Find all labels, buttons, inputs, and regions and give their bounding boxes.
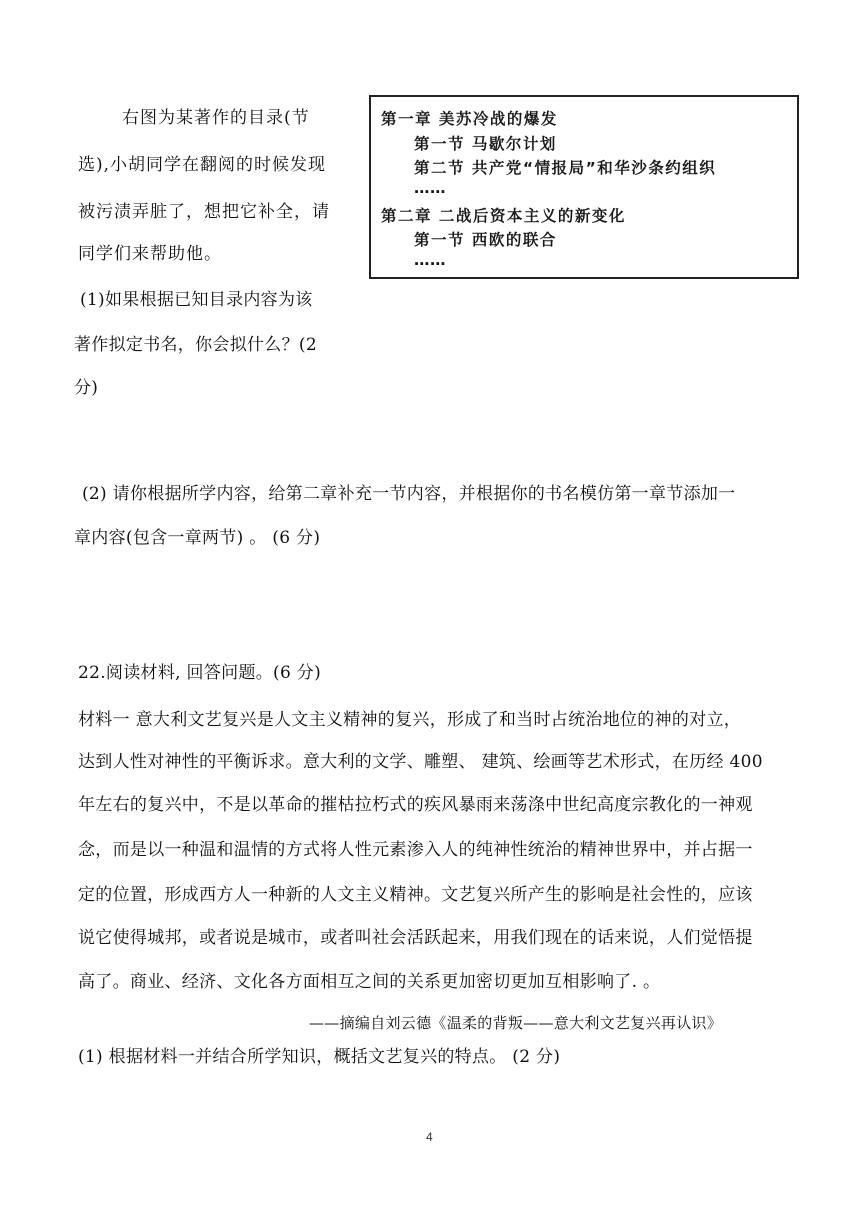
- material-source: ——摘编自刘云德《温柔的背叛——意大利文艺复兴再认识》: [309, 1014, 723, 1032]
- toc-chapter-2: 第二章 二战后资本主义的新变化: [381, 207, 626, 225]
- q2-line-2: 章内容(包含一章两节) 。 (6 分): [74, 528, 321, 548]
- material-line-4: 念，而是以一种温和温情的方式将人性元素渗入人的纯神性统治的精神世界中，并占据一: [78, 840, 753, 860]
- toc-section-1-1: 第一节 马歇尔计划: [414, 135, 557, 153]
- material-line-5: 定的位置，形成西方人一种新的人文主义精神。文艺复兴所产生的影响是社会性的，应该: [78, 885, 753, 905]
- toc-section-1-2: 第二节 共产党“情报局”和华沙条约组织: [414, 159, 717, 177]
- q1-line-3: 分): [74, 378, 99, 398]
- q22-title: 22.阅读材料, 回答问题。(6 分): [78, 663, 322, 683]
- q2-line-1: (2) 请你根据所学内容，给第二章补充一节内容，并根据你的书名模仿第一章节添加一: [82, 484, 736, 504]
- q1-line-2: 著作拟定书名，你会拟什么？(2: [74, 335, 317, 355]
- toc-chapter-1: 第一章 美苏冷战的爆发: [381, 110, 558, 128]
- q22-sub-question-1: (1) 根据材料一并结合所学知识，概括文艺复兴的特点。 (2 分): [78, 1047, 561, 1067]
- material-line-6: 说它使得城邦，或者说是城市，或者叫社会活跃起来，用我们现在的话来说，人们觉悟提: [78, 928, 753, 948]
- intro-line-4: 同学们来帮助他。: [78, 244, 222, 264]
- toc-section-2-1: 第一节 西欧的联合: [414, 231, 557, 249]
- intro-line-1: 右图为某著作的目录(节: [122, 108, 310, 128]
- toc-ellipsis-1: ……: [414, 179, 446, 197]
- intro-line-2: 选),小胡同学在翻阅的时候发现: [78, 155, 327, 175]
- toc-ellipsis-2: ……: [414, 251, 446, 269]
- toc-image-box: [369, 95, 799, 279]
- material-line-3: 年左右的复兴中，不是以革命的摧枯拉朽式的疾风暴雨来荡涤中世纪高度宗教化的一神观: [78, 795, 753, 815]
- material-line-7: 高了。商业、经济、文化各方面相互之间的关系更加密切更加互相影响了. 。: [78, 972, 661, 992]
- q1-line-1: (1)如果根据已知目录内容为该: [80, 290, 313, 310]
- material-line-2: 达到人性对神性的平衡诉求。意大利的文学、雕塑、 建筑、绘画等艺术形式，在历经 400: [78, 752, 763, 772]
- page-number: 4: [426, 1130, 433, 1144]
- intro-line-3: 被污渍弄脏了，想把它补全，请: [78, 202, 330, 222]
- material-line-1: 材料一 意大利文艺复兴是人文主义精神的复兴，形成了和当时占统治地位的神的对立，: [78, 710, 742, 730]
